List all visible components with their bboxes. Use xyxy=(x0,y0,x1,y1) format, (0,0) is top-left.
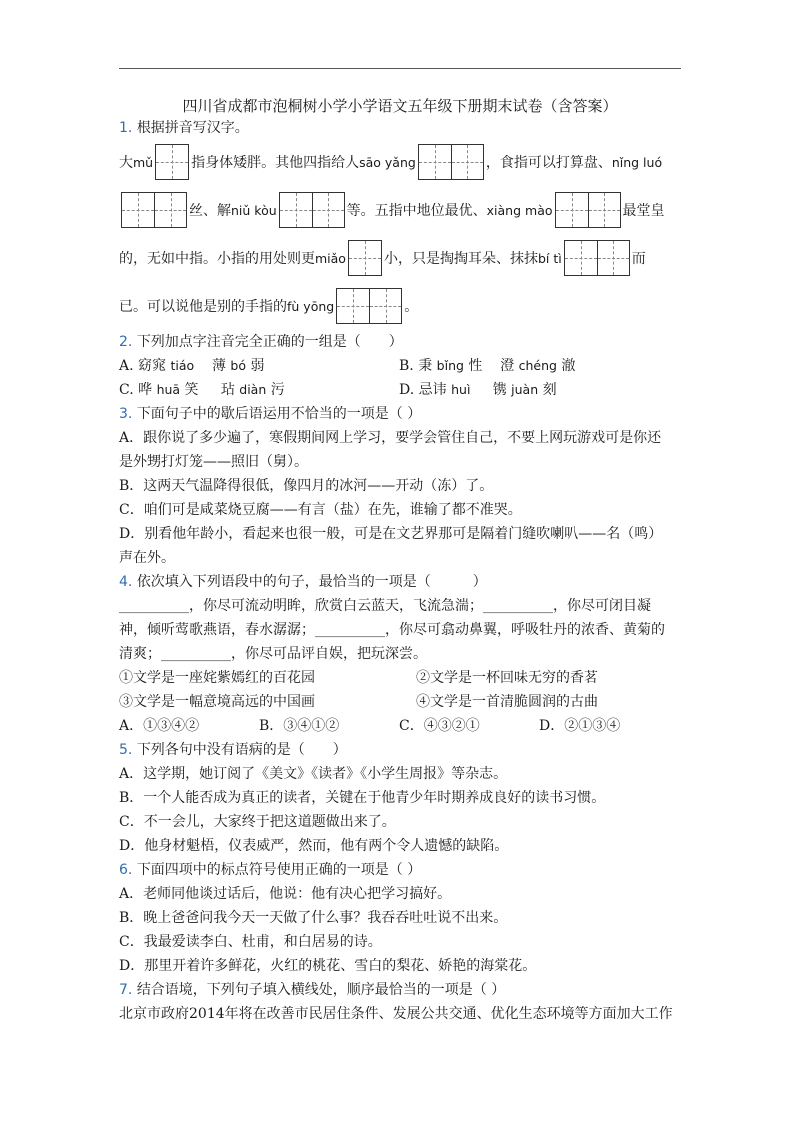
q1-row4-text-b: 。 xyxy=(404,299,419,315)
q2-option-d[interactable]: D. 忌讳 huì 镌 juàn 刻 xyxy=(399,382,557,398)
q6-option-a[interactable]: A．老师同他谈过话后，他说：他有决心把学习搞好。 xyxy=(119,886,452,902)
answer-box-bi-ti[interactable] xyxy=(564,240,630,276)
header-rule xyxy=(119,68,681,69)
q3-option-d-line1[interactable]: D．别看他年龄小，看起来也很一般，可是在文艺界那可是隔着门缝吹喇叭——名（鸣） xyxy=(119,526,663,542)
answer-box-mu[interactable] xyxy=(155,144,189,180)
q4-stem xyxy=(119,572,487,592)
q1-text: 根据拼音写汉字。 xyxy=(136,120,249,136)
q3-option-c[interactable]: C．咱们可是咸菜烧豆腐——有言（盐）在先，谁输了都不准哭。 xyxy=(119,502,522,518)
q5-option-b[interactable]: B．一个人能否成为真正的读者，关键在于他青少年时期养成良好的读书习惯。 xyxy=(119,790,606,806)
q4-option-c[interactable]: C．④③②① xyxy=(399,718,480,734)
q1-row-3 xyxy=(119,240,646,276)
q5-option-d[interactable]: D．他身材魁梧，仪表威严，然而，他有两个令人遗憾的缺陷。 xyxy=(119,838,509,854)
q1-row2-text-c: 最堂皇 xyxy=(622,203,665,219)
q4-option-a[interactable]: A．①③④② xyxy=(119,718,200,734)
q1-number: 1. xyxy=(119,120,133,136)
q1-row3-text-a: 的，无如中指。小指的用处则更 xyxy=(119,251,315,267)
q1-row4-text-a: 已。可以说他是别的手指的 xyxy=(119,299,287,315)
q4-sentence-3: ③文学是一幅意境高远的中国画 xyxy=(119,694,315,710)
q7-stem xyxy=(119,980,505,1000)
q5-stem xyxy=(119,740,347,760)
q6-option-c[interactable]: C．我最爱读李白、杜甫，和白居易的诗。 xyxy=(119,934,382,950)
q1-row1-text-a: 大 xyxy=(119,155,133,171)
q3-option-a-line1[interactable]: A．跟你说了多少遍了，寒假期间网上学习，要学会管住自己，不要上网玩游戏可是你还 xyxy=(119,430,662,446)
q5-text: 下列各句中没有语病的是（ ） xyxy=(136,742,347,758)
q4-sentence-2: ②文学是一杯回味无穷的香茗 xyxy=(416,670,598,686)
q4-passage-line1: __________，你尽可流动明眸，欣赏白云蓝天，飞流急湍；__________，你尽可闭目凝 xyxy=(119,598,651,614)
answer-box-ning-luo[interactable] xyxy=(121,192,187,228)
pinyin-sao-yang: sāo yǎng xyxy=(359,154,416,170)
pinyin-xiang-mao: xiàng mào xyxy=(486,202,553,218)
q2-number: 2. xyxy=(119,334,133,350)
q2-option-b[interactable]: B. 秉 bǐng 性 澄 chéng 澈 xyxy=(399,358,576,374)
q2-option-c[interactable]: C. 哗 huā 笑 玷 diàn 污 xyxy=(119,382,285,398)
q6-text: 下面四项中的标点符号使用正确的一项是（ ） xyxy=(136,862,422,878)
pinyin-ning-luo: nǐng luó xyxy=(611,154,663,170)
q4-passage-line2: 神，倾听莺歌燕语，春水潺潺；__________，你尽可翕动鼻翼，呼吸牡丹的浓香、黄菊的 xyxy=(119,622,665,638)
q3-option-b[interactable]: B．这两天气温降得很低，像四月的冰河——开动（冻）了。 xyxy=(119,478,494,494)
q7-text: 结合语境，下列句子填入横线处，顺序最恰当的一项是（ ） xyxy=(136,982,506,998)
q4-text: 依次填入下列语段中的句子，最恰当的一项是（ ） xyxy=(136,574,487,590)
q4-number: 4. xyxy=(119,574,133,590)
q1-row-2 xyxy=(119,192,665,228)
q5-number: 5. xyxy=(119,742,133,758)
q5-option-a[interactable]: A．这学期，她订阅了《美文》《读者》《小学生周报》等杂志。 xyxy=(119,766,508,782)
answer-box-niu-kou[interactable] xyxy=(279,192,345,228)
q2-text: 下列加点字注音完全正确的一组是（ ） xyxy=(136,334,403,350)
q1-row3-text-c: 而 xyxy=(631,251,646,267)
q6-stem xyxy=(119,860,421,880)
q4-sentence-1: ①文学是一座姹紫嫣红的百花园 xyxy=(119,670,315,686)
pinyin-fu-yong: fù yōng xyxy=(287,298,335,314)
q5-option-c[interactable]: C．不一会儿，大家终于把这道题做出来了。 xyxy=(119,814,396,830)
q1-row1-text-b: 指身体矮胖。其他四指给人 xyxy=(191,155,360,171)
answer-box-fu-yong[interactable] xyxy=(336,288,402,324)
q4-passage-line3: 清爽；__________，你尽可品评自娱，把玩深尝。 xyxy=(119,646,427,662)
q1-row2-text-a: 丝、解 xyxy=(189,203,231,219)
answer-box-miao[interactable] xyxy=(348,240,382,276)
answer-box-xiang-mao[interactable] xyxy=(555,192,621,228)
q2-stem xyxy=(119,332,403,352)
q2-option-a[interactable]: A. 窈窕 tiáo 薄 bó 弱 xyxy=(119,358,265,374)
q1-row3-text-b: 小，只是掏掏耳朵、抹抹 xyxy=(383,251,538,267)
q6-option-d[interactable]: D．那里开着许多鲜花，火红的桃花、雪白的梨花、娇艳的海棠花。 xyxy=(119,958,537,974)
q1-stem xyxy=(119,118,249,138)
q4-option-b[interactable]: B．③④①② xyxy=(259,718,340,734)
q4-option-d[interactable]: D．②①③④ xyxy=(539,718,621,734)
page-title: 四川省成都市泡桐树小学小学语文五年级下册期末试卷（含答案） xyxy=(182,97,618,115)
pinyin-bi-ti: bí tì xyxy=(537,250,562,266)
q1-row-1 xyxy=(119,144,662,180)
q3-text: 下面句子中的歇后语运用不恰当的一项是（ ） xyxy=(136,406,422,422)
pinyin-miao: miǎo xyxy=(315,250,346,266)
q3-option-a-line2: 是外甥打灯笼——照旧（舅）。 xyxy=(119,454,308,470)
q3-option-d-line2: 声在外。 xyxy=(119,550,175,566)
answer-box-sao-yang[interactable] xyxy=(418,144,484,180)
q4-sentence-4: ④文学是一首清脆圆润的古曲 xyxy=(416,694,598,710)
q6-option-b[interactable]: B．晚上爸爸问我今天一天做了什么事？我吞吞吐吐说不出来。 xyxy=(119,910,508,926)
q3-stem xyxy=(119,404,421,424)
q1-row-4 xyxy=(119,288,418,324)
q1-row1-text-c: ，食指可以打算盘、 xyxy=(485,155,612,171)
q1-row2-text-b: 等。五指中地位最优、 xyxy=(346,203,487,219)
pinyin-mu: mǔ xyxy=(133,154,154,170)
q6-number: 6. xyxy=(119,862,133,878)
pinyin-niu-kou: niǔ kòu xyxy=(231,202,277,218)
q7-number: 7. xyxy=(119,982,133,998)
q7-passage-line1: 北京市政府2014年将在改善市民居住条件、发展公共交通、优化生态环境等方面加大工作 xyxy=(119,1006,673,1022)
q3-number: 3. xyxy=(119,406,133,422)
